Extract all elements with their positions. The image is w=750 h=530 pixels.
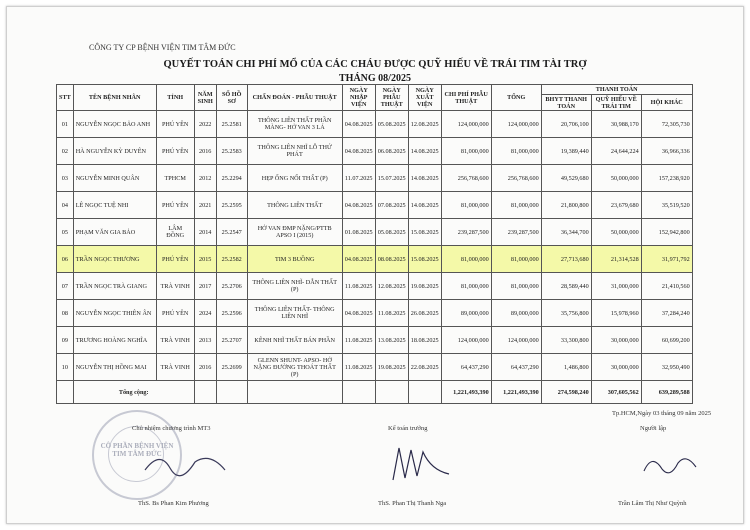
row-name: NGUYỄN MINH QUÂN (73, 165, 156, 192)
table-row (57, 300, 693, 327)
row-other: 60,699,200 (641, 327, 692, 354)
row-province: PHÚ YÊN (156, 300, 194, 327)
table-row (57, 273, 693, 300)
row-stt: 07 (57, 273, 74, 300)
table-row (57, 219, 693, 246)
row-surgery-date: 13.08.2025 (375, 327, 408, 354)
right-signer-name: Trần Lâm Thị Như Quỳnh (618, 500, 687, 507)
row-birth-year: 2017 (194, 273, 216, 300)
totals-row (57, 381, 693, 404)
row-total: 81,000,000 (491, 273, 541, 300)
row-surgery-cost: 256,768,600 (441, 165, 491, 192)
table-row (57, 327, 693, 354)
row-discharge-date: 14.08.2025 (408, 192, 441, 219)
row-birth-year: 2015 (194, 246, 216, 273)
row-total: 89,000,000 (491, 300, 541, 327)
settlement-table (56, 84, 693, 404)
row-file-number: 25.2595 (216, 192, 247, 219)
row-diagnosis: TIM 3 BUỒNG (247, 246, 342, 273)
row-fund: 50,000,000 (591, 165, 641, 192)
header-other: HỘI KHÁC (641, 95, 692, 111)
row-bhyt: 28,589,440 (541, 273, 591, 300)
row-total: 239,287,500 (491, 219, 541, 246)
row-province: TPHCM (156, 165, 194, 192)
row-other: 21,410,560 (641, 273, 692, 300)
row-file-number: 25.2294 (216, 165, 247, 192)
row-surgery-date: 11.08.2025 (375, 300, 408, 327)
header-surgery-date: NGÀY PHẪU THUẬT (375, 85, 408, 111)
table-row (57, 111, 693, 138)
header-stt: STT (57, 85, 74, 111)
header-fund: QUỸ HIẾU VỀ TRÁI TIM (591, 95, 641, 111)
header-diagnosis: CHẨN ĐOÁN - PHẪU THUẬT (247, 85, 342, 111)
totals-total: 1,221,493,390 (491, 381, 541, 404)
row-province: PHÚ YÊN (156, 192, 194, 219)
row-province: LÂM ĐỒNG (156, 219, 194, 246)
row-file-number: 25.2547 (216, 219, 247, 246)
row-other: 36,966,336 (641, 138, 692, 165)
row-surgery-date: 05.08.2025 (375, 111, 408, 138)
row-other: 31,971,792 (641, 246, 692, 273)
row-province: PHÚ YÊN (156, 246, 194, 273)
row-discharge-date: 22.08.2025 (408, 354, 441, 381)
row-total: 124,000,000 (491, 327, 541, 354)
row-file-number: 25.2706 (216, 273, 247, 300)
row-diagnosis: GLENN SHUNT- APSO- HỞ NẶNG ĐƯỜNG THOÁT THẤT (P) (247, 354, 342, 381)
row-fund: 23,679,680 (591, 192, 641, 219)
row-stt: 05 (57, 219, 74, 246)
row-fund: 30,988,170 (591, 111, 641, 138)
left-signer-name: ThS. Bs Phan Kim Phương (138, 500, 209, 507)
mid-signer-title: Kế toán trưởng (388, 425, 428, 432)
row-surgery-date: 06.08.2025 (375, 138, 408, 165)
row-surgery-cost: 64,437,290 (441, 354, 491, 381)
row-bhyt: 19,389,440 (541, 138, 591, 165)
row-surgery-cost: 124,000,000 (441, 327, 491, 354)
document-date: Tp.HCM,Ngày 03 tháng 09 năm 2025 (612, 410, 712, 417)
right-signature (640, 445, 700, 485)
row-surgery-cost: 89,000,000 (441, 300, 491, 327)
row-fund: 15,978,960 (591, 300, 641, 327)
row-surgery-date: 07.08.2025 (375, 192, 408, 219)
header-discharge-date: NGÀY XUẤT VIỆN (408, 85, 441, 111)
row-stt: 04 (57, 192, 74, 219)
row-bhyt: 1,486,800 (541, 354, 591, 381)
row-admit-date: 04.08.2025 (342, 138, 375, 165)
row-surgery-date: 15.07.2025 (375, 165, 408, 192)
row-surgery-date: 19.08.2025 (375, 354, 408, 381)
row-diagnosis: THÔNG LIÊN THẤT PHẦN MÀNG- HỞ VAN 3 LÁ (247, 111, 342, 138)
row-stt: 08 (57, 300, 74, 327)
row-bhyt: 49,529,680 (541, 165, 591, 192)
row-province: PHÚ YÊN (156, 138, 194, 165)
table-row (57, 192, 693, 219)
row-file-number: 25.2583 (216, 138, 247, 165)
row-birth-year: 2024 (194, 300, 216, 327)
row-bhyt: 36,344,700 (541, 219, 591, 246)
row-name: TRƯƠNG HOÀNG NGHĨA (73, 327, 156, 354)
row-birth-year: 2013 (194, 327, 216, 354)
row-name: NGUYỄN NGỌC THIÊN ÂN (73, 300, 156, 327)
row-admit-date: 11.08.2025 (342, 273, 375, 300)
row-name: TRẦN NGỌC THƯƠNG (73, 246, 156, 273)
row-birth-year: 2012 (194, 165, 216, 192)
row-birth-year: 2022 (194, 111, 216, 138)
mid-signature (385, 440, 455, 490)
row-province: TRÀ VINH (156, 354, 194, 381)
row-admit-date: 11.08.2025 (342, 354, 375, 381)
row-other: 37,284,240 (641, 300, 692, 327)
row-birth-year: 2021 (194, 192, 216, 219)
row-diagnosis: HẸP ỐNG NỐI THẤT (P) (247, 165, 342, 192)
document-title: QUYẾT TOÁN CHI PHÍ MỔ CỦA CÁC CHÁU ĐƯỢC QUỸ HIẾU VỀ TRÁI TIM TÀI TRỢ (163, 59, 587, 70)
row-admit-date: 04.08.2025 (342, 246, 375, 273)
header-bhyt: BHYT THANH TOÁN (541, 95, 591, 111)
row-other: 157,238,920 (641, 165, 692, 192)
row-surgery-date: 12.08.2025 (375, 273, 408, 300)
table-row (57, 165, 693, 192)
row-name: TRẦN NGỌC TRÀ GIANG (73, 273, 156, 300)
row-file-number: 25.2699 (216, 354, 247, 381)
row-total: 81,000,000 (491, 138, 541, 165)
row-discharge-date: 26.08.2025 (408, 300, 441, 327)
row-discharge-date: 14.08.2025 (408, 138, 441, 165)
row-other: 72,305,730 (641, 111, 692, 138)
row-other: 32,950,490 (641, 354, 692, 381)
row-fund: 31,000,000 (591, 273, 641, 300)
document-month: THÁNG 08/2025 (339, 73, 411, 84)
row-discharge-date: 15.08.2025 (408, 246, 441, 273)
row-surgery-cost: 124,000,000 (441, 111, 491, 138)
row-bhyt: 35,756,800 (541, 300, 591, 327)
row-admit-date: 11.07.2025 (342, 165, 375, 192)
row-bhyt: 21,800,800 (541, 192, 591, 219)
row-admit-date: 04.08.2025 (342, 111, 375, 138)
row-province: TRÀ VINH (156, 273, 194, 300)
row-fund: 21,314,528 (591, 246, 641, 273)
row-discharge-date: 19.08.2025 (408, 273, 441, 300)
row-diagnosis: HỞ VAN ĐMP NẶNG/PTTB APSO I (2015) (247, 219, 342, 246)
row-fund: 30,000,000 (591, 354, 641, 381)
row-name: LÊ NGỌC TUỆ NHI (73, 192, 156, 219)
table-row (57, 246, 693, 273)
left-signature (140, 440, 230, 490)
row-surgery-cost: 81,000,000 (441, 246, 491, 273)
row-province: PHÚ YÊN (156, 111, 194, 138)
row-surgery-date: 08.08.2025 (375, 246, 408, 273)
header-file-number: SỐ HỒ SƠ (216, 85, 247, 111)
totals-fund: 307,605,562 (591, 381, 641, 404)
totals-bhyt: 274,598,240 (541, 381, 591, 404)
row-total: 64,437,290 (491, 354, 541, 381)
row-discharge-date: 14.08.2025 (408, 165, 441, 192)
row-admit-date: 04.08.2025 (342, 192, 375, 219)
header-province: TỈNH (156, 85, 194, 111)
row-file-number: 25.2581 (216, 111, 247, 138)
row-admit-date: 01.08.2025 (342, 219, 375, 246)
table-row (57, 138, 693, 165)
left-signer-title: Chủ nhiệm chương trình MT3 (132, 425, 211, 432)
row-fund: 30,000,000 (591, 327, 641, 354)
row-admit-date: 11.08.2025 (342, 327, 375, 354)
row-diagnosis: THÔNG LIÊN THẤT- THÔNG LIÊN NHĨ (247, 300, 342, 327)
row-stt: 01 (57, 111, 74, 138)
row-province: TRÀ VINH (156, 327, 194, 354)
row-total: 81,000,000 (491, 192, 541, 219)
mid-signer-name: ThS. Phan Thị Thanh Nga (378, 500, 447, 507)
row-bhyt: 27,713,680 (541, 246, 591, 273)
row-stt: 03 (57, 165, 74, 192)
row-discharge-date: 15.08.2025 (408, 219, 441, 246)
row-stt: 02 (57, 138, 74, 165)
row-diagnosis: THÔNG LIÊN THẤT (247, 192, 342, 219)
row-stt: 10 (57, 354, 74, 381)
header-surgery-cost: CHI PHÍ PHẪU THUẬT (441, 85, 491, 111)
header-birth-year: NĂM SINH (194, 85, 216, 111)
row-total: 256,768,600 (491, 165, 541, 192)
row-birth-year: 2014 (194, 219, 216, 246)
row-surgery-cost: 239,287,500 (441, 219, 491, 246)
company-name: CÔNG TY CP BỆNH VIỆN TIM TÂM ĐỨC (89, 43, 236, 52)
row-birth-year: 2016 (194, 354, 216, 381)
row-name: NGUYỄN THỊ HỒNG MAI (73, 354, 156, 381)
row-surgery-date: 05.08.2025 (375, 219, 408, 246)
row-diagnosis: THÔNG LIÊN NHĨ LỖ THỨ PHÁT (247, 138, 342, 165)
row-diagnosis: THÔNG LIÊN NHĨ- DẪN THẤT (P) (247, 273, 342, 300)
row-bhyt: 20,706,100 (541, 111, 591, 138)
row-file-number: 25.2707 (216, 327, 247, 354)
row-discharge-date: 18.08.2025 (408, 327, 441, 354)
row-surgery-cost: 81,000,000 (441, 138, 491, 165)
row-diagnosis: KÊNH NHĨ THẤT BÁN PHẦN (247, 327, 342, 354)
row-admit-date: 04.08.2025 (342, 300, 375, 327)
row-surgery-cost: 81,000,000 (441, 192, 491, 219)
row-name: HÀ NGUYỄN KỲ DUYÊN (73, 138, 156, 165)
totals-cost: 1,221,493,390 (441, 381, 491, 404)
row-stt: 09 (57, 327, 74, 354)
row-discharge-date: 12.08.2025 (408, 111, 441, 138)
table-row (57, 354, 693, 381)
row-fund: 24,644,224 (591, 138, 641, 165)
row-bhyt: 33,300,800 (541, 327, 591, 354)
row-total: 81,000,000 (491, 246, 541, 273)
row-fund: 50,000,000 (591, 219, 641, 246)
totals-other: 639,289,588 (641, 381, 692, 404)
row-surgery-cost: 81,000,000 (441, 273, 491, 300)
right-signer-title: Người lập (640, 425, 667, 432)
row-name: NGUYỄN NGỌC BẢO ANH (73, 111, 156, 138)
row-birth-year: 2016 (194, 138, 216, 165)
header-payment: THANH TOÁN (541, 85, 692, 95)
stamp-text: CÔ PHẦN BỆNH VIỆN TIM TÂM ĐỨC (100, 442, 174, 458)
totals-label: Tổng cộng: (73, 381, 194, 404)
row-stt: 06 (57, 246, 74, 273)
header-total: TỔNG (491, 85, 541, 111)
row-file-number: 25.2582 (216, 246, 247, 273)
header-name: TÊN BỆNH NHÂN (73, 85, 156, 111)
header-admit-date: NGÀY NHẬP VIỆN (342, 85, 375, 111)
row-other: 35,519,520 (641, 192, 692, 219)
row-file-number: 25.2596 (216, 300, 247, 327)
row-name: PHẠM VĂN GIA BẢO (73, 219, 156, 246)
row-other: 152,942,800 (641, 219, 692, 246)
row-total: 124,000,000 (491, 111, 541, 138)
